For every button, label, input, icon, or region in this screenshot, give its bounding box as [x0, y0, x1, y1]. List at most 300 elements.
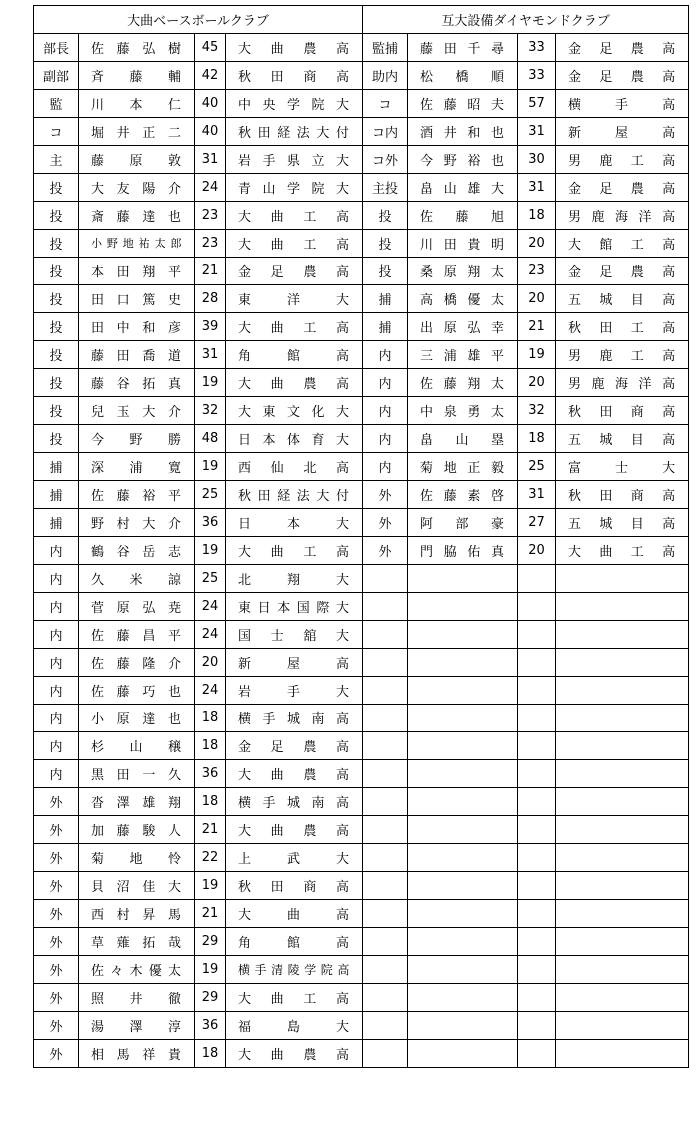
player-age: 42: [195, 61, 226, 89]
player-pos: コ内: [363, 117, 408, 145]
player-pos: コ: [363, 89, 408, 117]
player-pos: 主: [34, 145, 79, 173]
table-row: [34, 508, 689, 536]
player-age: 31: [518, 117, 556, 145]
player-age: 24: [195, 676, 226, 704]
player-age: 20: [518, 536, 556, 564]
empty-cell: [518, 983, 556, 1011]
player-school: 西仙北高: [226, 453, 363, 481]
empty-cell: [556, 816, 689, 844]
player-school: 秋田経法大付: [226, 481, 363, 509]
empty-cell: [556, 955, 689, 983]
player-name: 貝沼佳大: [79, 872, 195, 900]
player-school: 秋田工高: [556, 313, 689, 341]
player-school: 金足農高: [556, 34, 689, 62]
player-school: 金足農高: [226, 257, 363, 285]
player-name: 菅原弘尭: [79, 592, 195, 620]
player-pos: 投: [34, 313, 79, 341]
player-name: 杉山穣: [79, 732, 195, 760]
player-school: 富士大: [556, 453, 689, 481]
player-school: 大曲工高: [226, 983, 363, 1011]
empty-cell: [408, 760, 518, 788]
player-school: 男鹿海洋高: [556, 201, 689, 229]
player-pos: 投: [34, 397, 79, 425]
table-row: [34, 481, 689, 509]
player-age: 19: [518, 341, 556, 369]
player-pos: 捕: [34, 481, 79, 509]
player-pos: 内: [34, 620, 79, 648]
empty-cell: [556, 648, 689, 676]
player-age: 31: [195, 145, 226, 173]
player-age: 20: [195, 648, 226, 676]
empty-cell: [408, 648, 518, 676]
player-school: 金足農高: [556, 257, 689, 285]
player-school: 中央学院大: [226, 89, 363, 117]
player-age: 18: [195, 732, 226, 760]
player-pos: 内: [34, 592, 79, 620]
player-age: 25: [518, 453, 556, 481]
empty-cell: [556, 928, 689, 956]
empty-cell: [363, 564, 408, 592]
empty-cell: [518, 928, 556, 956]
player-name: 大友陽介: [79, 173, 195, 201]
empty-cell: [408, 955, 518, 983]
player-pos: 内: [34, 760, 79, 788]
empty-cell: [556, 620, 689, 648]
player-name: 小野地祐太郎: [79, 229, 195, 257]
empty-cell: [363, 1039, 408, 1067]
player-age: 19: [195, 872, 226, 900]
player-age: 18: [195, 788, 226, 816]
player-age: 25: [195, 481, 226, 509]
empty-cell: [408, 816, 518, 844]
player-age: 23: [195, 201, 226, 229]
team-title-right: 互大設備ダイヤモンドクラブ: [363, 6, 689, 34]
empty-cell: [518, 816, 556, 844]
player-pos: 外: [34, 900, 79, 928]
empty-cell: [556, 788, 689, 816]
empty-cell: [518, 788, 556, 816]
player-age: 22: [195, 844, 226, 872]
table-row: [34, 536, 689, 564]
player-name: 佐藤旭: [408, 201, 518, 229]
player-name: 黒田一久: [79, 760, 195, 788]
empty-cell: [363, 872, 408, 900]
team-header-row: [34, 6, 689, 34]
table-row: [34, 844, 689, 872]
player-age: 39: [195, 313, 226, 341]
player-name: 藤田千尋: [408, 34, 518, 62]
player-name: 田口篤史: [79, 285, 195, 313]
player-pos: 投: [34, 341, 79, 369]
empty-cell: [408, 788, 518, 816]
player-age: 33: [518, 34, 556, 62]
player-name: 佐藤弘樹: [79, 34, 195, 62]
player-age: 25: [195, 564, 226, 592]
player-age: 57: [518, 89, 556, 117]
roster-body: [34, 6, 689, 1068]
player-pos: 捕: [363, 313, 408, 341]
empty-cell: [556, 732, 689, 760]
player-name: 松橋順: [408, 61, 518, 89]
player-age: 18: [195, 704, 226, 732]
player-age: 20: [518, 229, 556, 257]
table-row: [34, 341, 689, 369]
empty-cell: [363, 788, 408, 816]
player-name: 西村昇馬: [79, 900, 195, 928]
empty-cell: [408, 900, 518, 928]
player-school: 五城目高: [556, 425, 689, 453]
table-row: [34, 117, 689, 145]
player-pos: 内: [34, 648, 79, 676]
table-row: [34, 983, 689, 1011]
player-name: 阿部豪: [408, 508, 518, 536]
empty-cell: [363, 1011, 408, 1039]
table-row: [34, 397, 689, 425]
empty-cell: [556, 676, 689, 704]
player-school: 角館高: [226, 928, 363, 956]
table-row: [34, 201, 689, 229]
player-age: 24: [195, 173, 226, 201]
table-row: [34, 760, 689, 788]
player-school: 角館高: [226, 341, 363, 369]
player-pos: 内: [34, 564, 79, 592]
player-age: 23: [195, 229, 226, 257]
player-school: 大曲工高: [226, 229, 363, 257]
empty-cell: [518, 900, 556, 928]
player-school: 男鹿海洋高: [556, 369, 689, 397]
table-row: [34, 620, 689, 648]
player-pos: 捕: [363, 285, 408, 313]
empty-cell: [556, 564, 689, 592]
player-age: 21: [518, 313, 556, 341]
player-pos: 内: [363, 453, 408, 481]
player-name: 草薙拓哉: [79, 928, 195, 956]
player-age: 23: [518, 257, 556, 285]
player-age: 29: [195, 983, 226, 1011]
player-pos: 投: [34, 229, 79, 257]
player-pos: 投: [34, 285, 79, 313]
empty-cell: [408, 983, 518, 1011]
player-name: 菊地正毅: [408, 453, 518, 481]
player-age: 30: [518, 145, 556, 173]
player-name: 菊地怜: [79, 844, 195, 872]
player-age: 20: [518, 285, 556, 313]
player-age: 28: [195, 285, 226, 313]
empty-cell: [408, 1039, 518, 1067]
empty-cell: [363, 816, 408, 844]
player-pos: 捕: [34, 453, 79, 481]
player-age: 18: [518, 201, 556, 229]
player-pos: コ: [34, 117, 79, 145]
player-school: 男鹿工高: [556, 145, 689, 173]
table-row: [34, 453, 689, 481]
player-name: 今野裕也: [408, 145, 518, 173]
player-pos: 内: [363, 369, 408, 397]
player-age: 19: [195, 369, 226, 397]
empty-cell: [556, 760, 689, 788]
player-age: 36: [195, 508, 226, 536]
player-pos: 投: [34, 369, 79, 397]
player-age: 32: [518, 397, 556, 425]
player-school: 上武大: [226, 844, 363, 872]
table-row: [34, 173, 689, 201]
player-pos: 内: [34, 732, 79, 760]
player-name: 川本仁: [79, 89, 195, 117]
player-school: 男鹿工高: [556, 341, 689, 369]
table-row: [34, 900, 689, 928]
player-name: 加藤駿人: [79, 816, 195, 844]
empty-cell: [556, 1011, 689, 1039]
empty-cell: [363, 760, 408, 788]
player-age: 18: [518, 425, 556, 453]
player-age: 31: [195, 341, 226, 369]
player-pos: 投: [34, 201, 79, 229]
player-age: 18: [195, 1039, 226, 1067]
player-pos: 内: [363, 341, 408, 369]
player-pos: 外: [34, 816, 79, 844]
player-name: 藤田喬道: [79, 341, 195, 369]
player-pos: 外: [363, 481, 408, 509]
empty-cell: [363, 928, 408, 956]
player-school: 秋田商高: [556, 397, 689, 425]
player-age: 24: [195, 592, 226, 620]
empty-cell: [518, 620, 556, 648]
empty-cell: [408, 564, 518, 592]
player-name: 今野勝: [79, 425, 195, 453]
empty-cell: [363, 676, 408, 704]
empty-cell: [363, 955, 408, 983]
player-age: 21: [195, 816, 226, 844]
empty-cell: [518, 844, 556, 872]
table-row: [34, 592, 689, 620]
player-school: 岩手県立大: [226, 145, 363, 173]
table-row: [34, 955, 689, 983]
player-name: 相馬祥貴: [79, 1039, 195, 1067]
player-school: 大曲農高: [226, 369, 363, 397]
player-school: 大曲高: [226, 900, 363, 928]
table-row: [34, 369, 689, 397]
player-pos: 投: [34, 425, 79, 453]
player-name: 川田貴明: [408, 229, 518, 257]
empty-cell: [556, 1039, 689, 1067]
player-name: 久米諒: [79, 564, 195, 592]
empty-cell: [363, 620, 408, 648]
player-school: 秋田商高: [226, 61, 363, 89]
player-name: 高橋優太: [408, 285, 518, 313]
player-age: 21: [195, 900, 226, 928]
empty-cell: [518, 732, 556, 760]
empty-cell: [363, 983, 408, 1011]
player-school: 大曲工高: [226, 313, 363, 341]
player-name: 兒玉大介: [79, 397, 195, 425]
player-pos: 主投: [363, 173, 408, 201]
player-school: 北翔大: [226, 564, 363, 592]
table-row: [34, 704, 689, 732]
roster-table: [33, 5, 689, 1068]
empty-cell: [408, 1011, 518, 1039]
player-school: 秋田商高: [226, 872, 363, 900]
player-pos: 内: [363, 425, 408, 453]
player-school: 福島大: [226, 1011, 363, 1039]
player-school: 東洋大: [226, 285, 363, 313]
player-school: 日本体育大: [226, 425, 363, 453]
player-pos: コ外: [363, 145, 408, 173]
table-row: [34, 872, 689, 900]
player-name: 佐藤巧也: [79, 676, 195, 704]
player-pos: 外: [363, 508, 408, 536]
table-row: [34, 1039, 689, 1067]
player-school: 五城目高: [556, 508, 689, 536]
player-school: 金足農高: [556, 173, 689, 201]
table-row: [34, 89, 689, 117]
player-age: 21: [195, 257, 226, 285]
player-school: 新屋高: [226, 648, 363, 676]
table-row: [34, 229, 689, 257]
player-name: 湯澤淳: [79, 1011, 195, 1039]
player-pos: 内: [34, 704, 79, 732]
player-school: 横手清陵学院高: [226, 955, 363, 983]
player-school: 日本大: [226, 508, 363, 536]
player-school: 横手城南高: [226, 704, 363, 732]
empty-cell: [518, 704, 556, 732]
player-school: 横手高: [556, 89, 689, 117]
empty-cell: [518, 648, 556, 676]
player-pos: 監捕: [363, 34, 408, 62]
player-pos: 投: [34, 173, 79, 201]
player-age: 19: [195, 536, 226, 564]
player-school: 秋田商高: [556, 481, 689, 509]
table-row: [34, 788, 689, 816]
empty-cell: [363, 592, 408, 620]
empty-cell: [518, 564, 556, 592]
empty-cell: [556, 704, 689, 732]
player-school: 金足農高: [556, 61, 689, 89]
player-name: 藤原敦: [79, 145, 195, 173]
player-pos: 副部: [34, 61, 79, 89]
player-name: 佐藤翔太: [408, 369, 518, 397]
player-name: 深浦寛: [79, 453, 195, 481]
player-age: 27: [518, 508, 556, 536]
empty-cell: [518, 760, 556, 788]
table-row: [34, 285, 689, 313]
player-school: 大曲工高: [556, 536, 689, 564]
player-pos: 外: [34, 788, 79, 816]
player-age: 36: [195, 760, 226, 788]
team-title-left: 大曲ベースボールクラブ: [34, 6, 363, 34]
empty-cell: [408, 704, 518, 732]
player-pos: 捕: [34, 508, 79, 536]
table-row: [34, 648, 689, 676]
empty-cell: [518, 592, 556, 620]
empty-cell: [556, 872, 689, 900]
empty-cell: [363, 648, 408, 676]
player-name: 酒井和也: [408, 117, 518, 145]
table-row: [34, 816, 689, 844]
table-row: [34, 425, 689, 453]
table-row: [34, 1011, 689, 1039]
player-name: 佐藤昭夫: [408, 89, 518, 117]
player-name: 照井徹: [79, 983, 195, 1011]
player-pos: 内: [34, 536, 79, 564]
player-school: 五城目高: [556, 285, 689, 313]
table-row: [34, 313, 689, 341]
empty-cell: [363, 900, 408, 928]
player-pos: 監: [34, 89, 79, 117]
player-name: 佐藤素啓: [408, 481, 518, 509]
player-school: 青山学院大: [226, 173, 363, 201]
player-age: 20: [518, 369, 556, 397]
empty-cell: [518, 676, 556, 704]
player-school: 大曲工高: [226, 201, 363, 229]
player-age: 48: [195, 425, 226, 453]
empty-cell: [518, 1039, 556, 1067]
player-school: 金足農高: [226, 732, 363, 760]
player-pos: 外: [34, 1011, 79, 1039]
player-name: 野村大介: [79, 508, 195, 536]
empty-cell: [363, 704, 408, 732]
player-pos: 外: [34, 872, 79, 900]
player-name: 斉藤輔: [79, 61, 195, 89]
player-pos: 投: [363, 229, 408, 257]
empty-cell: [363, 732, 408, 760]
player-age: 32: [195, 397, 226, 425]
empty-cell: [408, 732, 518, 760]
empty-cell: [408, 928, 518, 956]
table-row: [34, 564, 689, 592]
player-school: 国士舘大: [226, 620, 363, 648]
table-row: [34, 61, 689, 89]
player-school: 横手城南高: [226, 788, 363, 816]
player-name: 鶴谷岳志: [79, 536, 195, 564]
table-row: [34, 34, 689, 62]
player-school: 大曲農高: [226, 34, 363, 62]
player-pos: 助内: [363, 61, 408, 89]
player-school: 大東文化大: [226, 397, 363, 425]
player-name: 中泉勇太: [408, 397, 518, 425]
player-pos: 内: [34, 676, 79, 704]
player-pos: 外: [34, 844, 79, 872]
empty-cell: [408, 872, 518, 900]
player-name: 三浦雄平: [408, 341, 518, 369]
player-school: 大曲農高: [226, 816, 363, 844]
player-pos: 外: [34, 955, 79, 983]
player-name: 佐々木優太: [79, 955, 195, 983]
player-name: 門脇佑真: [408, 536, 518, 564]
player-name: 畠山雄大: [408, 173, 518, 201]
player-age: 31: [518, 173, 556, 201]
player-school: 秋田経法大付: [226, 117, 363, 145]
player-name: 桑原翔太: [408, 257, 518, 285]
player-name: 沓澤雄翔: [79, 788, 195, 816]
player-pos: 外: [363, 536, 408, 564]
empty-cell: [556, 983, 689, 1011]
table-row: [34, 732, 689, 760]
player-name: 堀井正二: [79, 117, 195, 145]
player-age: 19: [195, 453, 226, 481]
empty-cell: [408, 592, 518, 620]
empty-cell: [408, 844, 518, 872]
player-pos: 外: [34, 1039, 79, 1067]
empty-cell: [518, 872, 556, 900]
player-pos: 投: [363, 201, 408, 229]
player-age: 40: [195, 117, 226, 145]
player-age: 33: [518, 61, 556, 89]
player-name: 佐藤隆介: [79, 648, 195, 676]
player-pos: 外: [34, 928, 79, 956]
player-name: 畠山塁: [408, 425, 518, 453]
player-pos: 投: [363, 257, 408, 285]
